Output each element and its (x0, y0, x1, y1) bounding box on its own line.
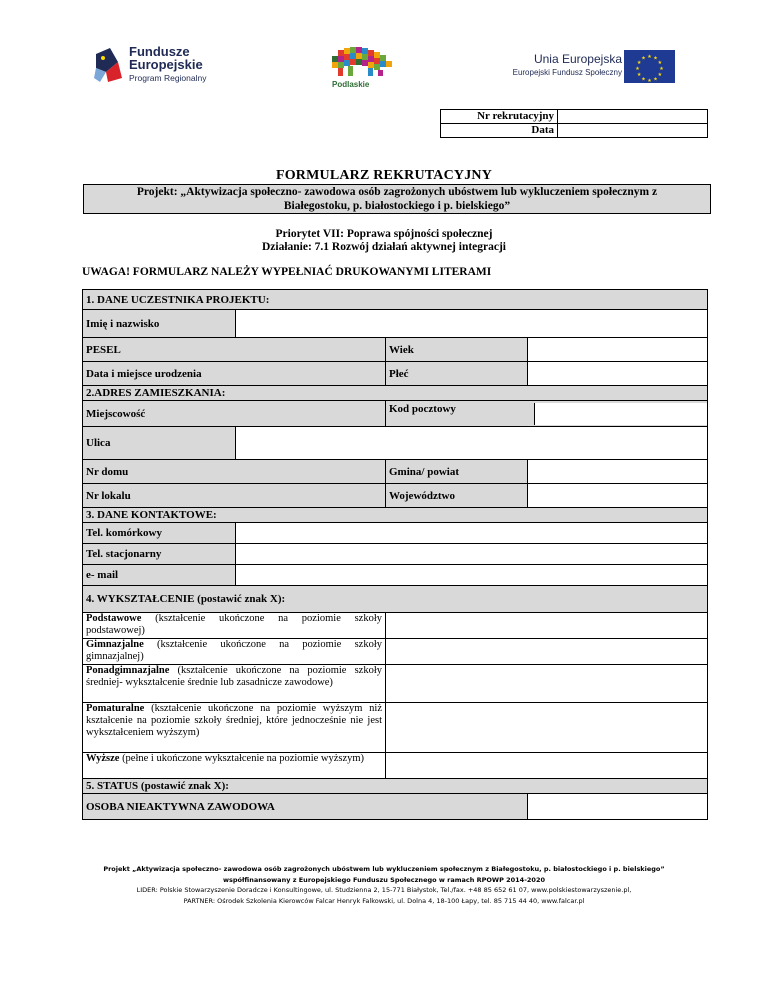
age-label: Wiek (386, 338, 528, 362)
edu-secondary-mark[interactable] (386, 665, 708, 703)
edu-post-secondary-title: Pomaturalne (86, 703, 145, 714)
edu-higher-mark[interactable] (386, 753, 708, 779)
footer (0, 864, 768, 906)
eu-subtitle: Europejski Fundusz Społeczny (512, 68, 622, 77)
svg-text:★: ★ (653, 55, 658, 62)
edu-gymnasium (83, 639, 386, 665)
sex-label: Płeć (386, 362, 528, 386)
edu-secondary (83, 665, 386, 703)
footer-line-3: LIDER: Polskie Stowarzyszenie Doradcze i Konsultingowe, ul. Studzienna 2, 15-771 Białystok, Tel./fax. +48 85 652 61 07, www.polskiestowarzyszenie.pl, (136, 886, 632, 894)
fundusze-europejskie-logo (92, 44, 252, 86)
project-line-2: Białegostoku, p. białostockiego i p. bielskiego” (283, 200, 511, 212)
svg-text:★: ★ (647, 78, 652, 83)
date-field[interactable] (558, 124, 708, 138)
priority-block (0, 228, 768, 254)
edu-post-secondary-desc: (kształcenie ukończone na poziomie wyższym niż kształcenie na poziomie szkoły średniej, które jednocześnie nie jest wykształceniem wyższym) (86, 703, 382, 738)
mobile-label: Tel. komórkowy (83, 523, 236, 544)
recruitment-number-label: Nr rekrutacyjny (441, 110, 558, 124)
edu-primary-desc: (kształcenie ukończone na poziomie szkoły podstawowej) (86, 613, 382, 636)
section-1-header: 1. DANE UCZESTNIKA PROJEKTU: (83, 290, 708, 310)
name-input[interactable] (236, 310, 708, 338)
section-2-header: 2.ADRES ZAMIESZKANIA: (83, 386, 708, 401)
edu-gymnasium-desc: (kształcenie ukończone na poziomie szkoły gimnazjalnej) (86, 639, 382, 662)
fe-title-1: Fundusze (129, 44, 190, 59)
fe-flag-icon (92, 44, 124, 84)
eu-flag-icon (624, 50, 675, 83)
landline-input[interactable] (236, 544, 708, 565)
edu-primary (83, 613, 386, 639)
email-label: e- mail (83, 565, 236, 586)
svg-text:★: ★ (636, 72, 642, 78)
email-input[interactable] (236, 565, 708, 586)
date-label: Data (441, 124, 558, 138)
svg-text:★: ★ (636, 60, 642, 66)
fe-subtitle: Program Regionalny (129, 73, 207, 83)
project-box (83, 184, 711, 214)
street-label: Ulica (83, 427, 236, 460)
eu-title: Unia Europejska (533, 52, 622, 66)
sex-input[interactable] (528, 362, 708, 386)
bison-mosaic-icon (320, 44, 410, 80)
inactive-mark[interactable] (528, 794, 708, 820)
edu-secondary-title: Ponadgimnazjalne (86, 665, 170, 676)
city-label: Miejscowość (83, 401, 386, 427)
edu-higher (83, 753, 386, 779)
recruitment-number-field[interactable] (558, 110, 708, 124)
section-3-header: 3. DANE KONTAKTOWE: (83, 508, 708, 523)
fe-title-2: Europejskie (129, 57, 203, 72)
warning-text: UWAGA! FORMULARZ NALEŻY WYPEŁNIAĆ DRUKOWANYMI LITERAMI (82, 266, 492, 278)
form-title: FORMULARZ REKRUTACYJNY (275, 168, 493, 183)
edu-primary-mark[interactable] (386, 613, 708, 639)
footer-line-4: PARTNER: Ośrodek Szkolenia Kierowców Falcar Henryk Falkowski, ul. Dolna 4, 18-100 Łapy, tel. 85 715 44 40, www.falcar.pl (183, 896, 585, 905)
recruitment-form-table (82, 289, 708, 820)
priority-text: Priorytet VII: Poprawa spójności społecznej (275, 228, 493, 240)
edu-primary-title: Podstawowe (86, 613, 142, 624)
county-label: Gmina/ powiat (386, 460, 528, 484)
pesel-label: PESEL (83, 338, 386, 362)
section-5-header: 5. STATUS (postawić znak X): (83, 779, 708, 794)
edu-higher-desc: (pełne i ukończone wykształcenie na poziomie wyższym) (119, 753, 365, 764)
svg-text:★: ★ (657, 72, 663, 78)
edu-post-secondary-mark[interactable] (386, 703, 708, 753)
landline-label: Tel. stacjonarny (83, 544, 236, 565)
podlaskie-logo (320, 44, 410, 92)
flat-label: Nr lokalu (83, 484, 386, 508)
edu-post-secondary (83, 703, 386, 753)
edu-gymnasium-mark[interactable] (386, 639, 708, 665)
action-text: Działanie: 7.1 Rozwój działań aktywnej integracji (261, 241, 507, 253)
province-label: Województwo (386, 484, 528, 508)
svg-text:★: ★ (647, 54, 652, 60)
section-4-header: 4. WYKSZTAŁCENIE (postawić znak X): (83, 586, 708, 613)
edu-gymnasium-title: Gimnazjalne (86, 639, 144, 650)
footer-line-2: współfinansowany z Europejskiego Funduszu Społecznego w ramach RPOWP 2014-2020 (222, 875, 545, 884)
birth-label: Data i miejsce urodzenia (83, 362, 386, 386)
mobile-input[interactable] (236, 523, 708, 544)
recruitment-box (440, 109, 708, 138)
street-input[interactable] (236, 427, 708, 460)
postal-input[interactable] (534, 403, 707, 425)
svg-text:★: ★ (653, 76, 658, 83)
svg-text:★: ★ (657, 60, 663, 66)
edu-secondary-desc: (kształcenie ukończone na poziomie szkoły średniej- wykształcenie średnie lub zasadnicze zawodowe) (86, 665, 382, 688)
podlaskie-label: Podlaskie (332, 80, 370, 89)
province-input[interactable] (528, 484, 708, 508)
project-line-1: Projekt: „Aktywizacja społeczno- zawodowa osób zagrożonych ubóstwem lub wykluczeniem społecznym z (136, 186, 658, 198)
inactive-label: OSOBA NIEAKTYWNA ZAWODOWA (83, 794, 528, 820)
house-label: Nr domu (83, 460, 386, 484)
footer-line-1: Projekt „Aktywizacja społeczno- zawodowa osób zagrożonych ubóstwem lub wykluczeniem społecznym z Białegostoku, p. białostockiego i p. bielskiego” (103, 865, 665, 873)
age-input[interactable] (528, 338, 708, 362)
eu-logo (498, 50, 678, 84)
name-label: Imię i nazwisko (83, 310, 236, 338)
svg-text:★: ★ (641, 55, 646, 62)
svg-text:★: ★ (659, 66, 664, 72)
county-input[interactable] (528, 460, 708, 484)
svg-text:★: ★ (635, 66, 640, 72)
edu-higher-title: Wyższe (86, 753, 120, 764)
postal-label (386, 401, 708, 427)
svg-text:★: ★ (641, 76, 646, 83)
postal-label-text: Kod pocztowy (389, 402, 456, 415)
